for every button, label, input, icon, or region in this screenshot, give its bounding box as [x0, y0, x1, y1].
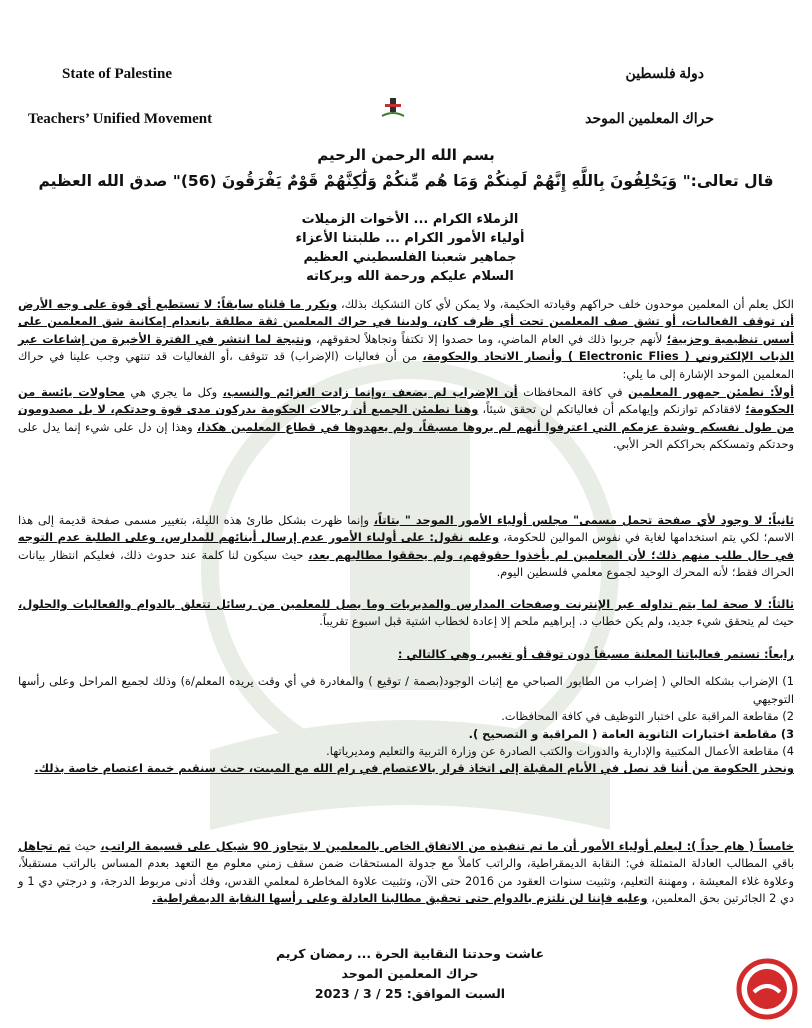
section-text: في كافة المحافظات [517, 385, 629, 399]
intro-text: من أن فعاليات (الإضراب) قد تتوقف ،أو الفعاليات قد تنتهي وجب علينا في حراك المعلمين الموحد الإشارة إلى ما يلي: [18, 349, 794, 381]
activities-list [18, 673, 794, 760]
greeting-line: جماهير شعبنا الفلسطيني العظيم [303, 250, 517, 265]
header-movement-en: Teachers’ Unified Movement [28, 111, 213, 127]
warning-note: ونحذر الحكومة من أننا قد نصل في الأيام المقبلة إلى اتخاذ قرار بالاعتصام في رام الله مع المبيت، حيث سنقيم خيمة اعتصام خاصة بذلك. [34, 761, 794, 776]
list-item: 1) الإضراب بشكله الحالي ( إضراب من الطابور الصباحي مع إثبات الوجود(بصمة / توقيع ) والمغادرة في أي وقت يريده المعلم/ة) وذلك لجميع المراحل وعلى رأسها التوجيهي [18, 674, 794, 706]
greeting-line: الزملاء الكرام ... الأخوات الزميلات [301, 212, 519, 227]
section-text: وإنما ظهرت بشكل طارئ هذه الليلة، بتغيير مسمى صفحة قديمة إلى هذا الاسم؛ لكي يتم استخدامها لغاية في نفوس الموالين للحكومة، [18, 513, 794, 545]
greeting-line: أولياء الأمور الكرام ... طلبتنا الأعزاء [295, 231, 525, 246]
section-emphasis: محاولات يائسة من الحكومة؛ [18, 385, 794, 417]
header-state-en: State of Palestine [62, 66, 172, 82]
intro-paragraph [18, 296, 794, 383]
list-item: 2) مقاطعة المراقبة على اختبار التوظيف في كافة المحافظات. [501, 709, 794, 724]
list-item: 3) مقاطعة اختبارات الثانوية العامة ( المراقبة و التصحيح ). [468, 726, 794, 741]
section-text: وكل ما يجري هي [124, 385, 223, 399]
header-movement-ar: حراك المعلمين الموحد [585, 112, 714, 127]
section-second [18, 512, 794, 582]
section-third [18, 596, 794, 631]
intro-text: لأنهم جربوا ذلك في العام الماضي، وما حصدوا إلا تكتفاً وتجاهلاً لحقوقهم، [311, 331, 667, 346]
section-emphasis: وهنا نطمئن الجميع أن رجالات الحكومة يدركون مدى قوة وحدتكم، لا بل مصدومون من طول نفسكم وشدة عزمكم التي اعترفوا أنهم لم يروها مسبقاً، ولم يعهدوها في قطاع المعلمين هكذا، [18, 402, 794, 434]
section-second-heading: ثانياً: لا وجود لأي صفحة تحمل مسمى" مجلس أولياء الأمور الموحد " بتاتاً، [373, 513, 795, 527]
section-text: حيث سيكون لنا كلمة عند حدوث ذلك، فعليكم انتظار بيانات الحراك فقط؛ لأنه المحرك الوحيد لجموع معلمي فلسطين اليوم. [18, 547, 794, 580]
section-emphasis: وعليه فإننا لن نلتزم بالدوام حتى تحقيق مطالبنا العادلة وعلى رأسها النقابة الديمقراطية. [152, 891, 648, 906]
signature-name: حراك المعلمين الموحد [341, 966, 479, 981]
closing-line: عاشت وحدتنا النقابية الحرة ... رمضان كريم [275, 946, 545, 961]
section-first [18, 384, 794, 454]
section-emphasis: تم تجاهل [18, 839, 71, 853]
section-emphasis: أن الإضراب لم يضعف ،وإنما زادت العزائم والنسب، [222, 385, 518, 399]
section-text: حيث لم يتحقق شيء جديد، ولم يكن خطاب د. إبراهيم ملحم إلا إعادة لخطاب اشتية قبل اسبوع تقريباً. [319, 614, 794, 629]
section-third-heading: ثالثاً: لا صحة لما يتم تداوله عبر الإنترنت وصفحات المدارس والمديريات وما يصل للمعلمين من رسائل تتعلق بالدوام والفعاليات والحلول، [18, 597, 794, 611]
news-logo-icon [736, 958, 798, 1020]
section-fourth [18, 646, 794, 778]
basmala: بسم الله الرحمن الرحيم [317, 146, 495, 164]
header-state-ar: دولة فلسطين [625, 67, 704, 82]
section-fourth-heading: رابعاً: تستمر فعالياتنا المعلنة مسبقاً دون توقف أو تغيير، وهي كالتالي : [397, 647, 794, 661]
section-fifth [18, 838, 794, 908]
quran-verse: قال تعالى:" وَيَحْلِفُونَ بِاللَّهِ إِنَّهُمْ لَمِنكُمْ وَمَا هُم مِّنكُمْ وَلَٰكِنَّهُمْ قَوْمٌ يَفْرَقُونَ (56)" صدق الله العظيم [38, 172, 774, 190]
section-first-heading: أولاً: نطمئن جمهور المعلمين [628, 385, 794, 399]
signature-block [200, 944, 620, 1004]
section-fifth-heading: خامساً ( هام جداً ): ليعلم أولياء الأمور أن ما تم تنفيذه من الاتفاق الخاص بالمعلمين لا يتجاوز 90 شيكل على قسيمة الراتب، [100, 839, 794, 853]
section-text: وهذا إن دل على شيء إنما يدل على وحدتكم وتمسككم بحراككم الحر الأبي. [18, 419, 794, 452]
list-item: 4) مقاطعة الأعمال المكتبية والإدارية والدورات والكتب الصادرة عن وزارة التربية والتعليم ومديرياتها. [326, 744, 794, 759]
date-line: السبت الموافق: 25 / 3 / 2023 [314, 986, 506, 1001]
greeting-line: السلام عليكم ورحمة الله وبركاته [306, 269, 514, 284]
intro-emphasis: ونكرر ما قلناه سابقاً: لا تستطيع أي قوة على وجه الأرض أن توقف الفعاليات، أو تشق صف المعلمين تحت أي ظرف كان، ولدينا في حراك المعلمين ثقة مطلقة بانعدام إمكانية شق المعلمين على أسس تنظيمية وحزبية؛ [18, 297, 795, 346]
movement-emblem-icon [380, 96, 406, 118]
intro-emphasis: ونتيجة لما انتشر في الفترة الأخيرة من إشاعات عبر الذباب الإلكتروني ( Electronic Flies ) وأنصار الاتحاد والحكومة، [18, 331, 794, 364]
section-text: حيث [70, 839, 101, 853]
section-text: لافقادكم توازنكم وإيهامكم أن فعالياتكم لن تحقق شيئاً، [478, 402, 746, 417]
greetings [200, 210, 620, 286]
section-text: باقي المطالب العادلة المتمثلة في: النقابة الديمقراطية، والراتب كاملاً مع جدولة المستحقات ضمن سقف زمني معلوم مع التعهد بعدم المساس بالراتب مستقبلاً، وعلاوة غلاء المعيشة ، ومهننة التعليم، وتثبيت سنوات العقود من 2016 حتى الآن، وتثبيت علاوة المخاطرة لمعلمي القدس، وفك أدنى مربوط الدرجة، و درجتي دي 1 و دي 2 الجائرتين بحق المعلمين، [18, 856, 794, 906]
section-emphasis: وعليه نقول: على أولياء الأمور عدم إرسال أبنائهم للمدارس، وعلى الطلبة عدم التوجه في حال طلب منهم ذلك؛ لأن المعلمين لم يأخذوا حقوقهم، ولم يحققوا مطالبهم بعد، [18, 530, 794, 562]
intro-text: الكل يعلم أن المعلمين موحدون خلف حراكهم وقيادته الحكيمة، ولا يمكن لأي كان التشكيك بذلك، [337, 297, 794, 311]
